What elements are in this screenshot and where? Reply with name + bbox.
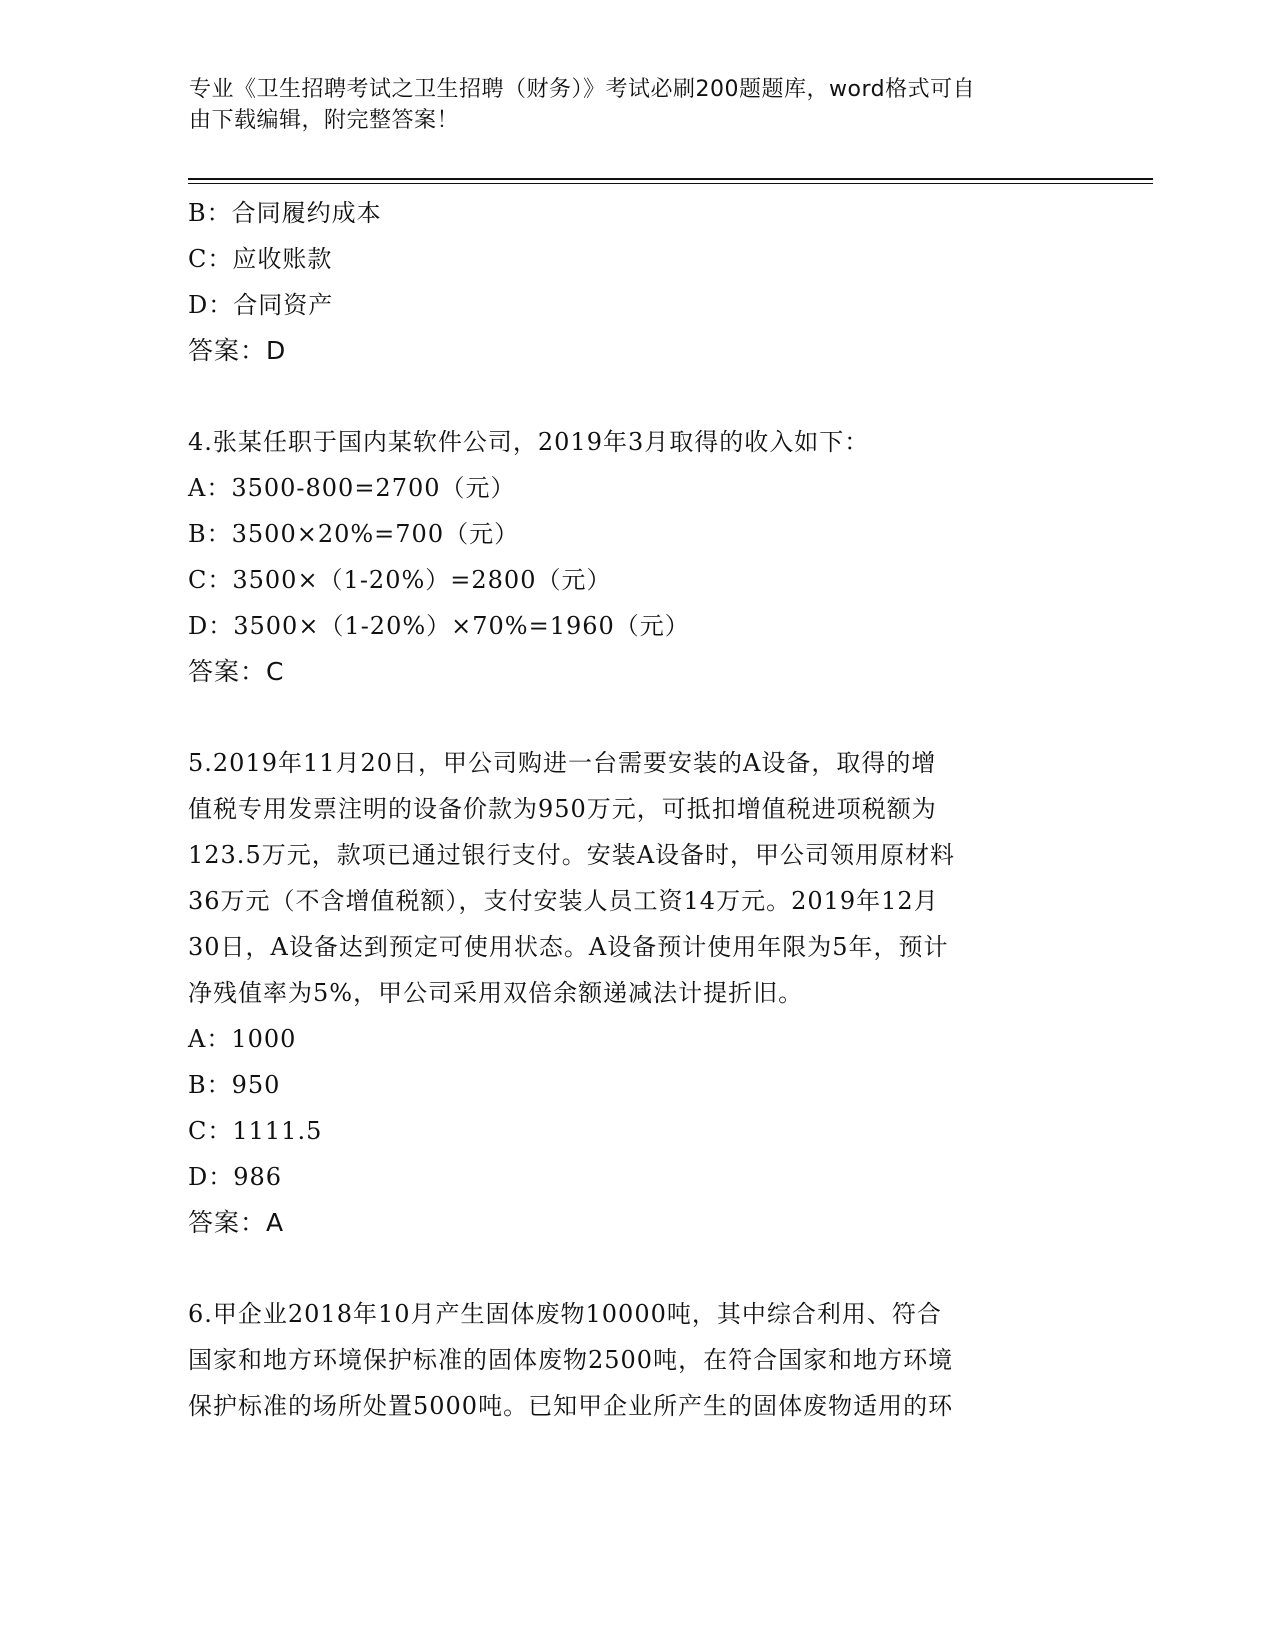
question-3 <box>188 190 1088 374</box>
option-a: A：3500-800=2700（元） <box>188 474 516 502</box>
header-divider-thick <box>188 178 1153 180</box>
question-stem-line: 36万元（不含增值税额），支付安装人员工资14万元。2019年12月 <box>188 887 939 915</box>
question-stem-line: 123.5万元，款项已通过银行支付。安装A设备时，甲公司领用原材料 <box>188 841 956 869</box>
header-divider-thin <box>188 183 1153 184</box>
option-c: C：3500×（1-20%）=2800（元） <box>188 566 612 594</box>
question-5 <box>188 740 1088 1246</box>
option-d: D：合同资产 <box>188 291 334 319</box>
answer: 答案：A <box>188 1208 285 1237</box>
option-d: D：986 <box>188 1163 283 1191</box>
question-stem-line: 国家和地方环境保护标准的固体废物2500吨，在符合国家和地方环境 <box>188 1346 954 1374</box>
question-6 <box>188 1291 1088 1429</box>
option-c: C：1111.5 <box>188 1117 323 1145</box>
question-stem-line: 6.甲企业2018年10月产生固体废物10000吨，其中综合利用、符合 <box>188 1300 942 1328</box>
question-stem-line: 净残值率为5%，甲公司采用双倍余额递减法计提折旧。 <box>188 979 804 1007</box>
question-4 <box>188 419 1088 695</box>
document-body <box>188 190 1088 1429</box>
option-a: A：1000 <box>188 1025 297 1053</box>
header-line-1: 专业《卫生招聘考试之卫生招聘（财务）》考试必刷200题题库，word格式可自 <box>189 77 976 102</box>
answer: 答案：D <box>188 336 287 365</box>
option-c: C：应收账款 <box>188 245 333 273</box>
question-stem: 4.张某任职于国内某软件公司，2019年3月取得的收入如下： <box>188 428 870 456</box>
question-stem-line: 保护标准的场所处置5000吨。已知甲企业所产生的固体废物适用的环 <box>188 1392 954 1420</box>
option-d: D：3500×（1-20%）×70%=1960（元） <box>188 612 690 640</box>
option-b: B：3500×20%=700（元） <box>188 520 520 548</box>
question-stem-line: 5.2019年11月20日，甲公司购进一台需要安装的A设备，取得的增 <box>188 749 937 777</box>
question-stem-line: 值税专用发票注明的设备价款为950万元，可抵扣增值税进项税额为 <box>188 795 937 823</box>
option-b: B：950 <box>188 1071 281 1099</box>
header-line-2: 由下载编辑，附完整答案！ <box>189 108 460 133</box>
spacer <box>188 695 1088 740</box>
option-b: B：合同履约成本 <box>188 199 382 227</box>
question-stem-line: 30日，A设备达到预定可使用状态。A设备预计使用年限为5年，预计 <box>188 933 949 961</box>
spacer <box>188 1246 1088 1291</box>
answer: 答案：C <box>188 657 285 686</box>
document-header <box>189 74 1069 136</box>
spacer <box>188 374 1088 419</box>
